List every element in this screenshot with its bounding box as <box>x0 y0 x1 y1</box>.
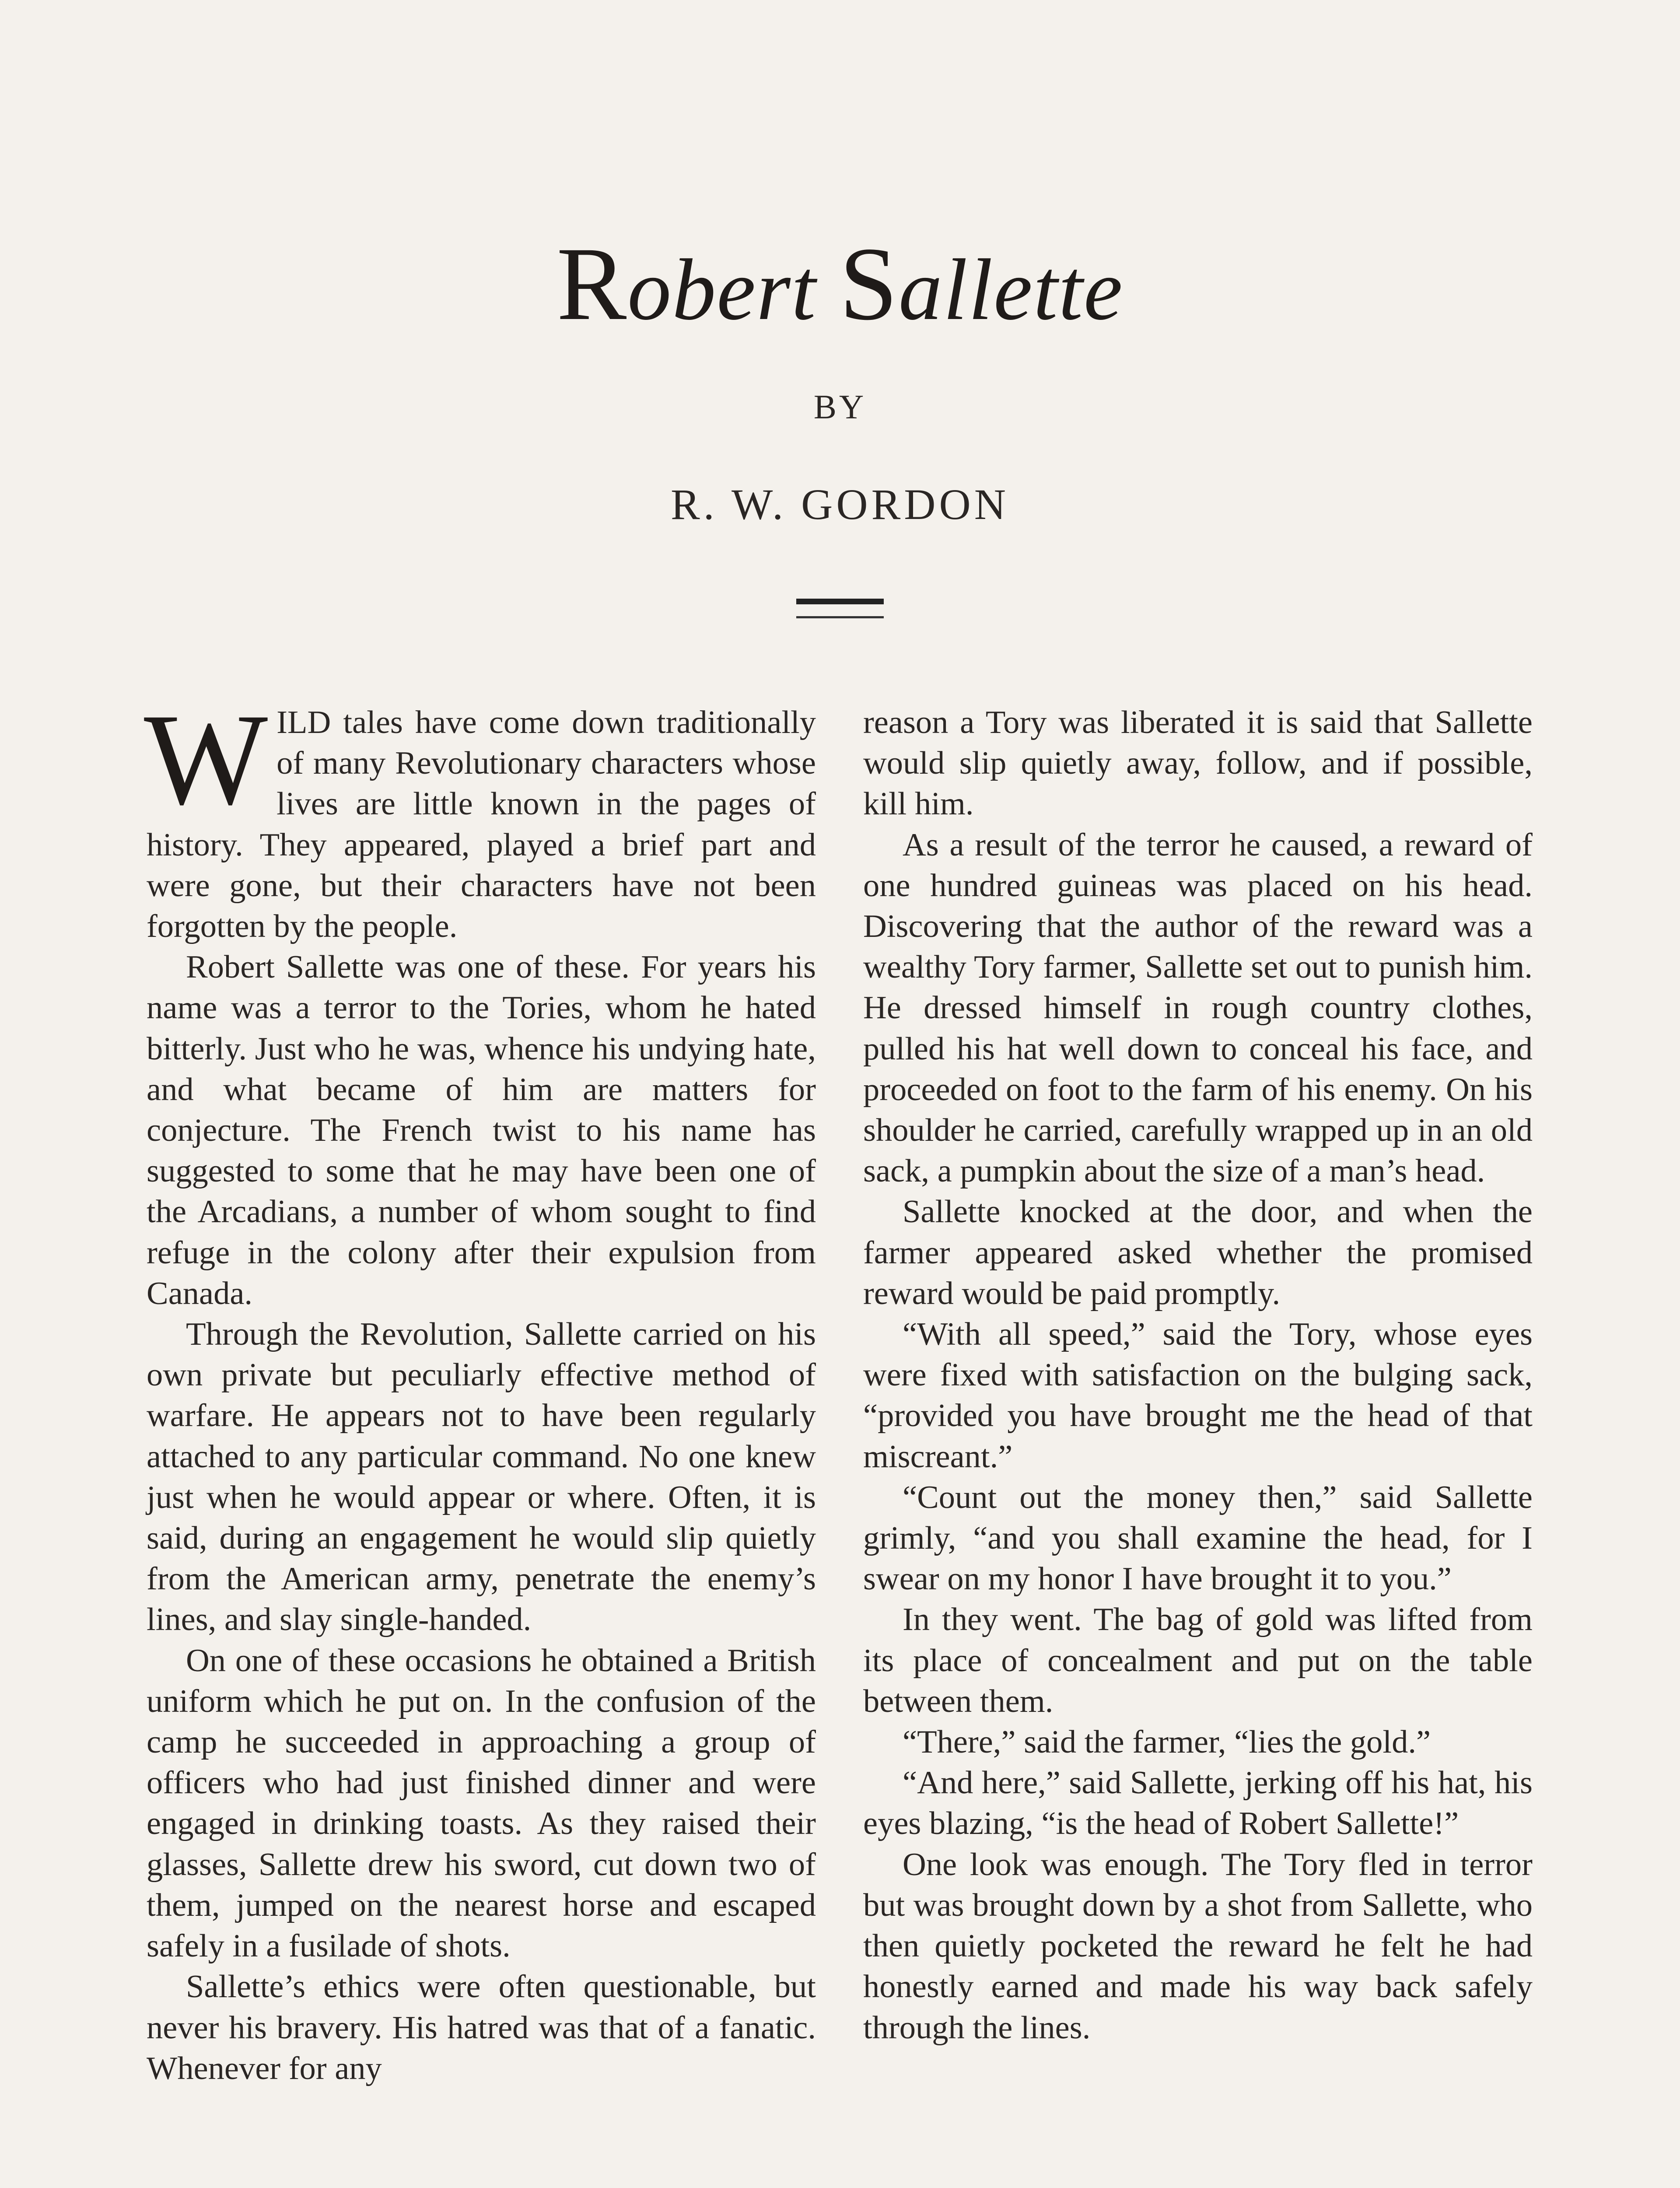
paragraph: Through the Revolution, Sallette carried on his own private but peculiarly effective method of warfare. He appears not to have been regularly attached to any particular command. No one knew just when he would appear or where. Often, it is said, during an engagement he would slip quietly from the American army, penetrate the enemy’s lines, and slay single-handed. <box>147 1316 816 1638</box>
paragraph: One look was enough. The Tory fled in terror but was brought down by a shot from Sallette, who then quietly pocketed the reward he felt he had honestly earned and made his way back safely through the lines. <box>863 1846 1533 2046</box>
title-initial-s: S <box>839 225 899 342</box>
paragraph <box>144 687 816 947</box>
paragraph: “With all speed,” said the Tory, whose eyes were fixed with satisfaction on the bulging sack, “provided you have brought me the head of that miscreant.” <box>863 1316 1533 1475</box>
opening-small-caps: ILD <box>276 705 331 740</box>
title-initial-r: R <box>556 225 628 342</box>
paragraph: “There,” said the farmer, “lies the gold.” <box>903 1724 1431 1760</box>
author-name: R. W. GORDON <box>671 480 1009 529</box>
story-title <box>0 223 1680 344</box>
drop-cap: W <box>144 687 268 832</box>
paragraph: Sallette’s ethics were often questionable, but never his bravery. His hatred was that of a fanatic. Whenever for any <box>147 1969 816 2086</box>
paragraph: “Count out the money then,” said Sallette grimly, “and you shall examine the head, for I swear on my honor I have brought it to you.” <box>863 1479 1533 1597</box>
title-word-rest-2: allette <box>898 242 1124 338</box>
ornamental-rule-thick <box>796 599 884 604</box>
ornamental-rule-thin <box>796 616 884 618</box>
right-column <box>863 702 1533 2048</box>
opening-text: tales have come down traditionally of many Revolutionary characters whose lives are little known in the pages of history. They appeared, played a brief part and were gone, but their characters have not been forgotten by the people. <box>147 705 816 945</box>
paragraph: In they went. The bag of gold was lifted from its place of concealment and put on the table between them. <box>863 1602 1533 1719</box>
left-column <box>144 687 816 2089</box>
title-word-rest-1: obert <box>627 242 817 338</box>
paragraph: “And here,” said Sallette, jerking off his hat, his eyes blazing, “is the head of Robert Sallette!” <box>863 1765 1533 1842</box>
paragraph: Sallette knocked at the door, and when the farmer appeared asked whether the promised reward would be paid promptly. <box>863 1194 1533 1311</box>
paragraph: As a result of the terror he caused, a reward of one hundred guineas was placed on his head. Discovering that the author of the reward was a wealthy Tory farmer, Sallette set out to punish him. He dressed himself in rough country clothes, pulled his hat well down to conceal his face, and proceeded on foot to the farm of his enemy. On his shoulder he carried, carefully wrapped up in an old sack, a pumpkin about the size of a man’s head. <box>863 827 1533 1189</box>
paragraph: On one of these occasions he obtained a British uniform which he put on. In the confusion of the camp he succeeded in approaching a group of officers who had just finished dinner and were engaged in drinking toasts. As they raised their glasses, Sallette drew his sword, cut down two of them, jumped on the nearest horse and escaped safely in a fusilade of shots. <box>147 1642 816 1964</box>
paragraph: Robert Sallette was one of these. For years his name was a terror to the Tories, whom he hated bitterly. Just who he was, whence his undying hate, and what became of him are matters for conjecture. The French twist to his name has suggested to some that he may have been one of the Arcadians, a number of whom sought to find refuge in the colony after their expulsion from Canada. <box>147 949 816 1311</box>
byline: BY <box>813 388 867 426</box>
paragraph: reason a Tory was liberated it is said that Sallette would slip quietly away, follow, and if possible, kill him. <box>863 705 1533 822</box>
